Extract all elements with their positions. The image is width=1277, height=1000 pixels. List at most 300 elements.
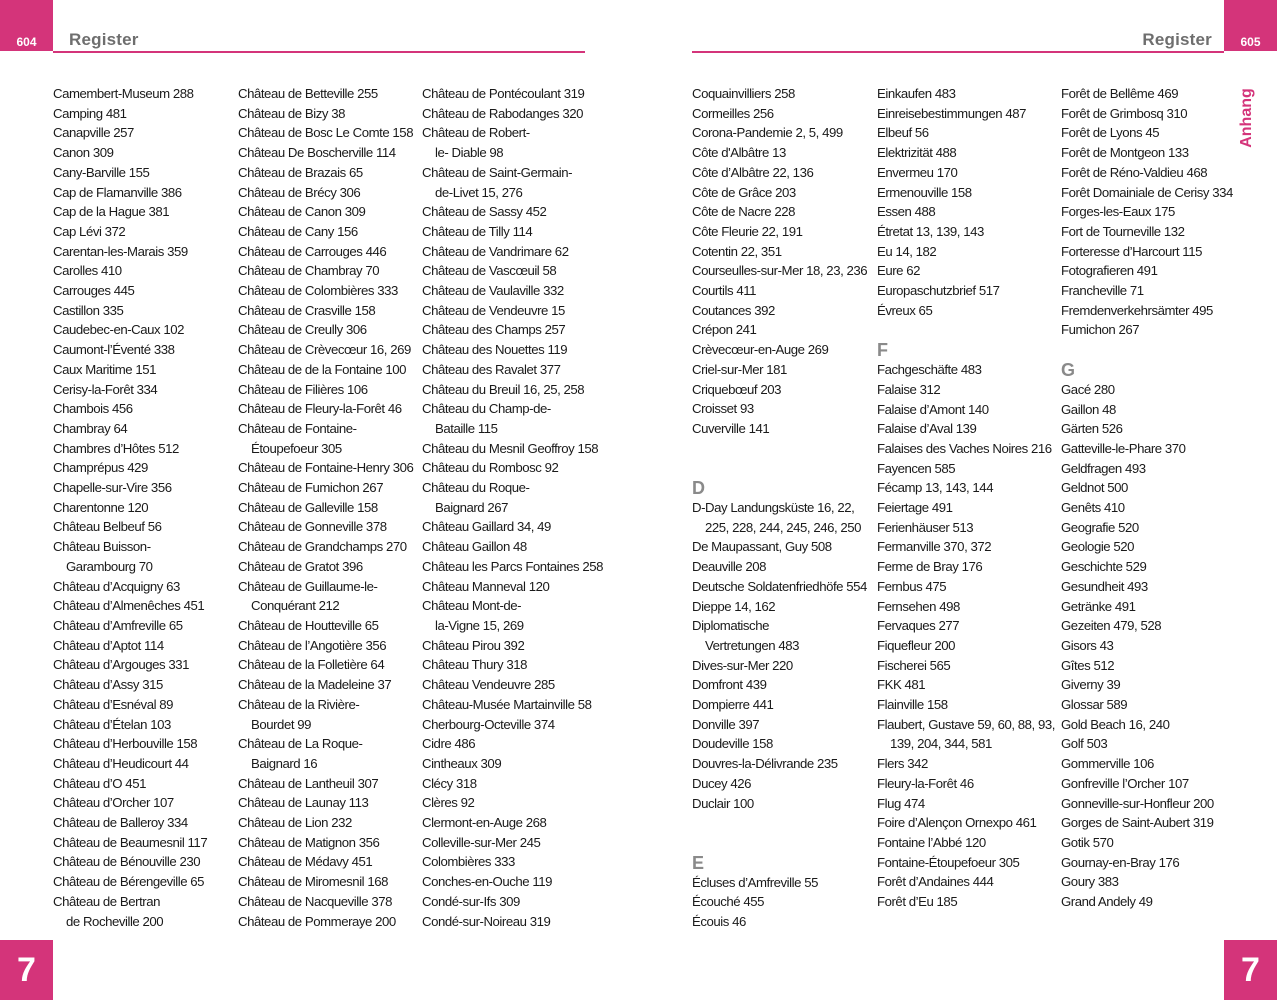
- index-entry-text: Forêt d’Andaines 444: [877, 874, 994, 890]
- index-entry: [877, 636, 1059, 656]
- index-entry: [422, 596, 604, 635]
- index-entry: [53, 242, 235, 262]
- index-entry-text: Château de Crèvecœur 16, 269: [238, 342, 411, 358]
- index-entry-text: Château de Fontaine-: [238, 420, 357, 436]
- index-entry-text: De Maupassant, Guy 508: [692, 539, 832, 555]
- index-entry-text: Château Thury 318: [422, 657, 528, 673]
- index-entry: [877, 281, 1059, 301]
- index-entry: [422, 695, 604, 715]
- index-entry: [877, 143, 1059, 163]
- index-entry-text: Flug 474: [877, 795, 925, 811]
- index-entry: [238, 695, 420, 734]
- index-entry-text: Château de Matignon 356: [238, 834, 380, 850]
- index-entry: [238, 537, 420, 557]
- index-entry: [53, 143, 235, 163]
- index-entry-text: Fervaques 277: [877, 618, 960, 634]
- index-entry: [692, 143, 874, 163]
- index-entry-text: Château de Miromesnil 168: [238, 874, 389, 890]
- index-entry-text: Château de de la Fontaine 100: [238, 361, 407, 377]
- index-entry: [1061, 695, 1243, 715]
- index-entry: [692, 616, 874, 655]
- index-entry-text: Clermont-en-Auge 268: [422, 815, 547, 831]
- index-entry: [422, 715, 604, 735]
- index-entry: [1061, 774, 1243, 794]
- index-entry: [877, 833, 1059, 853]
- index-entry-text: Château de Gratot 396: [238, 558, 363, 574]
- index-entry: [422, 399, 604, 438]
- index-entry: [877, 892, 1059, 912]
- index-entry-text: Dompierre 441: [692, 697, 774, 713]
- index-entry: [238, 636, 420, 656]
- index-entry-text: Château de Vandrimare 62: [422, 243, 569, 259]
- index-column-4: [692, 84, 874, 932]
- index-entry: [877, 163, 1059, 183]
- index-entry: [1061, 163, 1243, 183]
- index-entry: [692, 675, 874, 695]
- index-entry-text: Canapville 257: [53, 125, 134, 141]
- index-entry: [53, 320, 235, 340]
- index-entry: [53, 655, 235, 675]
- index-entry-text: Château du Rombosc 92: [422, 460, 559, 476]
- index-entry: [53, 380, 235, 400]
- index-entry: [1061, 143, 1243, 163]
- index-entry-text: Chambois 456: [53, 401, 133, 417]
- index-entry-text: Fernsehen 498: [877, 598, 960, 614]
- index-entry-text: Gaillon 48: [1061, 401, 1116, 417]
- index-entry-text: Château de Sassy 452: [422, 204, 547, 220]
- index-entry: [238, 852, 420, 872]
- index-entry: [877, 577, 1059, 597]
- index-entry: [422, 577, 604, 597]
- index-entry: [422, 439, 604, 459]
- index-entry: [1061, 478, 1243, 498]
- index-entry-text: Château de Canon 309: [238, 204, 366, 220]
- index-entry: [238, 163, 420, 183]
- index-entry-text: Château de Filières 106: [238, 381, 368, 397]
- index-entry: [877, 518, 1059, 538]
- index-entry: [422, 478, 604, 517]
- index-entry-text: Canon 309: [53, 145, 114, 161]
- index-entry-text: Caudebec-en-Caux 102: [53, 322, 185, 338]
- index-entry-text: Cidre 486: [422, 736, 476, 752]
- index-entry-text: Château d’Argouges 331: [53, 657, 190, 673]
- index-entry: [238, 399, 420, 419]
- index-entry: [53, 202, 235, 222]
- index-entry-text: Gommerville 106: [1061, 756, 1154, 772]
- index-entry-text: Gonneville-sur-Honfleur 200: [1061, 795, 1214, 811]
- index-entry-text: Geologie 520: [1061, 539, 1135, 555]
- index-entry-text: Château d’Heudicourt 44: [53, 755, 189, 771]
- index-entry: [422, 202, 604, 222]
- index-entry: [53, 183, 235, 203]
- index-entry: [877, 675, 1059, 695]
- index-entry: [238, 774, 420, 794]
- index-entry: [877, 794, 1059, 814]
- index-entry-text: Fischerei 565: [877, 657, 951, 673]
- index-entry-text: Écouché 455: [692, 894, 765, 910]
- index-entry-text: Forêt de Grimbosq 310: [1061, 105, 1188, 121]
- index-entry-text: Château de Galleville 158: [238, 499, 378, 515]
- index-entry-text: Colleville-sur-Mer 245: [422, 834, 541, 850]
- index-entry: [53, 340, 235, 360]
- index-entry: [422, 872, 604, 892]
- index-letter-heading: E: [692, 852, 704, 873]
- index-entry: [1061, 222, 1243, 242]
- index-entry: [422, 636, 604, 656]
- section-gap: [877, 320, 1059, 340]
- index-entry-text: Château d’Ételan 103: [53, 716, 171, 732]
- index-entry-text: Domfront 439: [692, 677, 767, 693]
- index-entry: [1061, 537, 1243, 557]
- index-entry-text: Fontaine-Étoupefoeur 305: [877, 854, 1020, 870]
- index-entry-text: Europaschutzbrief 517: [877, 283, 1000, 299]
- index-entry-text: Camping 481: [53, 105, 127, 121]
- index-entry: [422, 301, 604, 321]
- index-entry: [1061, 320, 1243, 340]
- index-entry-text: Château de Brécy 306: [238, 184, 361, 200]
- index-column-1: [53, 84, 235, 931]
- index-entry-text: Château d’Orcher 107: [53, 795, 174, 811]
- index-entry-text: Cerisy-la-Forêt 334: [53, 381, 158, 397]
- index-entry-text: Francheville 71: [1061, 283, 1144, 299]
- index-entry-text: Cap Lévi 372: [53, 223, 126, 239]
- index-entry-text: Château de Bosc Le Comte 158: [238, 125, 414, 141]
- index-entry: [53, 793, 235, 813]
- index-entry-text: Goury 383: [1061, 874, 1119, 890]
- index-entry-text: Cuverville 141: [692, 420, 770, 436]
- index-entry: [422, 912, 604, 932]
- index-entry: [422, 557, 604, 577]
- index-entry-text: Écouis 46: [692, 914, 746, 930]
- index-entry-text: Château d’Amfreville 65: [53, 617, 183, 633]
- index-entry: [238, 912, 420, 932]
- index-entry-continuation: 225, 228, 244, 245, 246, 250: [705, 519, 862, 535]
- index-entry: [53, 537, 235, 576]
- index-entry: [53, 734, 235, 754]
- index-entry-text: Château des Ravalet 377: [422, 361, 561, 377]
- index-entry: [238, 616, 420, 636]
- index-entry-text: Eu 14, 182: [877, 243, 937, 259]
- index-entry-text: Elbeuf 56: [877, 125, 929, 141]
- index-entry-text: Carrouges 445: [53, 283, 135, 299]
- index-entry-text: Dives-sur-Mer 220: [692, 657, 793, 673]
- index-entry: [877, 498, 1059, 518]
- index-entry-text: Eure 62: [877, 263, 921, 279]
- index-entry-text: Crèvecœur-en-Auge 269: [692, 342, 829, 358]
- index-entry: [692, 498, 874, 537]
- index-entry: [692, 123, 874, 143]
- index-entry-text: Château d’Aptot 114: [53, 637, 164, 653]
- index-entry-continuation: de-Livet 15, 276: [435, 184, 523, 200]
- index-entry: [692, 715, 874, 735]
- index-entry-text: Château d’Almenêches 451: [53, 598, 205, 614]
- index-entry-text: Criel-sur-Mer 181: [692, 361, 787, 377]
- index-entry: [53, 715, 235, 735]
- index-entry-text: Château de Carrouges 446: [238, 243, 387, 259]
- index-entry: [238, 261, 420, 281]
- index-entry-text: Château de La Roque-: [238, 736, 363, 752]
- index-entry-continuation: Conquérant 212: [251, 598, 340, 614]
- index-entry: [238, 458, 420, 478]
- index-entry-text: Falaise d’Amont 140: [877, 401, 989, 417]
- index-entry: [422, 123, 604, 162]
- index-entry-text: Château Mont-de-: [422, 598, 522, 614]
- index-entry-text: Falaise 312: [877, 381, 941, 397]
- index-entry-text: Courseulles-sur-Mer 18, 23, 236: [692, 263, 868, 279]
- index-entry: [1061, 636, 1243, 656]
- index-entry-text: Cherbourg-Octeville 374: [422, 716, 555, 732]
- index-entry-text: Dieppe 14, 162: [692, 598, 776, 614]
- index-entry: [877, 261, 1059, 281]
- index-entry: [238, 419, 420, 458]
- index-entry-text: Fumichon 267: [1061, 322, 1140, 338]
- index-entry: [238, 557, 420, 577]
- index-entry: [877, 301, 1059, 321]
- index-entry-continuation: Étoupefoeur 305: [251, 440, 342, 456]
- index-entry: [422, 892, 604, 912]
- index-entry-text: Getränke 491: [1061, 598, 1136, 614]
- index-entry-continuation: 139, 204, 344, 581: [890, 736, 992, 752]
- index-entry: [422, 813, 604, 833]
- index-entry: [238, 498, 420, 518]
- index-entry-text: Golf 503: [1061, 736, 1108, 752]
- index-entry: [877, 419, 1059, 439]
- index-entry-text: Diplomatische: [692, 618, 769, 634]
- index-entry-text: Cotentin 22, 351: [692, 243, 782, 259]
- index-entry: [692, 84, 874, 104]
- index-entry: [422, 320, 604, 340]
- index-entry-text: Caux Maritime 151: [53, 361, 157, 377]
- index-entry: [877, 222, 1059, 242]
- index-entry-text: Gärten 526: [1061, 421, 1123, 437]
- index-entry-text: Forêt de Réno-Valdieu 468: [1061, 164, 1208, 180]
- index-entry: [692, 320, 874, 340]
- index-entry: [1061, 577, 1243, 597]
- index-entry: [1061, 123, 1243, 143]
- index-entry-text: Forêt de Bellême 469: [1061, 86, 1179, 101]
- index-entry-text: Château de Betteville 255: [238, 86, 378, 101]
- index-entry-text: Gatteville-le-Phare 370: [1061, 440, 1186, 456]
- index-entry: [238, 517, 420, 537]
- index-entry-text: Crépon 241: [692, 322, 757, 338]
- index-entry: [422, 458, 604, 478]
- index-entry: [692, 754, 874, 774]
- index-entry: [53, 458, 235, 478]
- index-entry: [1061, 202, 1243, 222]
- section-gap: [692, 813, 874, 833]
- index-entry-text: Carolles 410: [53, 263, 122, 279]
- index-entry-text: Fremdenverkehrsämter 495: [1061, 302, 1213, 318]
- index-entry: [238, 872, 420, 892]
- index-entry-text: Château de Fleury-la-Forêt 46: [238, 401, 402, 417]
- right-running-title: Register: [1142, 30, 1212, 49]
- index-entry-text: Giverny 39: [1061, 677, 1121, 693]
- index-entry: [238, 84, 420, 104]
- index-entry-text: Gold Beach 16, 240: [1061, 716, 1170, 732]
- index-entry-text: Château-Musée Martainville 58: [422, 696, 592, 712]
- index-entry-text: Geografie 520: [1061, 519, 1139, 535]
- index-entry-text: Côte d’Albâtre 22, 136: [692, 164, 814, 180]
- index-entry: [1061, 616, 1243, 636]
- index-entry: [53, 892, 235, 931]
- index-entry-text: Fiquefleur 200: [877, 637, 956, 653]
- index-entry-text: Cap de la Hague 381: [53, 204, 170, 220]
- index-entry-text: Château d’O 451: [53, 775, 146, 791]
- index-entry: [1061, 439, 1243, 459]
- index-entry: [422, 774, 604, 794]
- index-entry: [877, 84, 1059, 104]
- index-entry-text: D-Day Landungsküste 16, 22,: [692, 500, 855, 516]
- index-entry: [877, 400, 1059, 420]
- index-entry: [692, 892, 874, 912]
- index-entry-text: Deutsche Soldatenfriedhöfe 554: [692, 578, 867, 594]
- index-entry: [422, 734, 604, 754]
- index-entry: [1061, 498, 1243, 518]
- index-entry-text: Château de Robert-: [422, 125, 530, 141]
- index-entry-text: Fotografieren 491: [1061, 263, 1158, 279]
- index-entry: [238, 360, 420, 380]
- index-entry-continuation: Vertretungen 483: [705, 637, 799, 653]
- index-entry-text: Château de Bénouville 230: [53, 854, 201, 870]
- index-entry-continuation: Bataille 115: [435, 420, 498, 436]
- index-entry: [53, 439, 235, 459]
- index-entry-text: Château Pirou 392: [422, 637, 525, 653]
- index-entry-text: Clécy 318: [422, 775, 477, 791]
- index-entry: [692, 774, 874, 794]
- index-entry: [1061, 242, 1243, 262]
- index-entry: [877, 813, 1059, 833]
- index-entry-text: Cany-Barville 155: [53, 164, 150, 180]
- index-entry-text: Fermanville 370, 372: [877, 539, 992, 555]
- index-entry-continuation: la-Vigne 15, 269: [435, 617, 524, 633]
- index-entry-text: Château de Balleroy 334: [53, 815, 188, 831]
- index-entry-text: Chambray 64: [53, 420, 128, 436]
- index-entry: [422, 655, 604, 675]
- index-entry-text: Condé-sur-Ifs 309: [422, 893, 520, 909]
- index-entry-text: Château du Champ-de-: [422, 401, 551, 417]
- index-entry-text: Donville 397: [692, 716, 760, 732]
- index-entry-text: Gorges de Saint-Aubert 319: [1061, 815, 1214, 831]
- index-entry: [877, 439, 1059, 459]
- index-entry: [877, 872, 1059, 892]
- index-letter-heading: D: [692, 478, 705, 499]
- index-entry-text: Fernbus 475: [877, 578, 947, 594]
- index-entry-text: Étretat 13, 139, 143: [877, 223, 984, 239]
- left-header-rule: [53, 51, 585, 53]
- index-entry: [422, 793, 604, 813]
- index-entry: [238, 833, 420, 853]
- index-entry: [1061, 734, 1243, 754]
- index-entry-text: Essen 488: [877, 204, 936, 220]
- index-entry-text: Château de Vendeuvre 15: [422, 302, 565, 318]
- index-entry: [877, 104, 1059, 124]
- left-page-number: 604: [0, 0, 53, 51]
- index-entry-text: Champrépus 429: [53, 460, 148, 476]
- index-entry-text: Chapelle-sur-Vire 356: [53, 480, 172, 496]
- index-entry: [238, 242, 420, 262]
- index-entry-continuation: Bourdet 99: [251, 716, 312, 732]
- index-entry: [53, 616, 235, 636]
- index-entry-text: Gîtes 512: [1061, 657, 1115, 673]
- index-entry: [53, 813, 235, 833]
- index-entry: [877, 715, 1059, 754]
- index-entry-text: Château de Houtteville 65: [238, 617, 379, 633]
- section-gap: [692, 833, 874, 853]
- index-entry-text: Forêt Domainiale de Cerisy 334: [1061, 184, 1233, 200]
- index-entry-text: Château de Crasville 158: [238, 302, 376, 318]
- index-entry-text: Fontaine l’Abbé 120: [877, 835, 986, 850]
- index-entry-text: Flainville 158: [877, 697, 948, 713]
- index-entry: [53, 695, 235, 715]
- index-entry-text: Cormeilles 256: [692, 105, 774, 121]
- index-entry-text: Château de Grandchamps 270: [238, 539, 407, 555]
- index-entry-text: Ferienhäuser 513: [877, 519, 974, 535]
- index-entry: [422, 754, 604, 774]
- index-column-6: [1061, 84, 1243, 912]
- index-entry-text: Genêts 410: [1061, 500, 1125, 516]
- index-entry: [877, 695, 1059, 715]
- index-entry: [692, 577, 874, 597]
- index-entry-text: Flers 342: [877, 756, 928, 772]
- index-entry-text: Château de Nacqueville 378: [238, 893, 392, 909]
- index-entry-text: Corona-Pandemie 2, 5, 499: [692, 125, 843, 141]
- index-entry-text: Château de Chambray 70: [238, 263, 380, 279]
- index-entry: [422, 281, 604, 301]
- index-entry-text: Geldfragen 493: [1061, 460, 1146, 476]
- index-entry: [238, 320, 420, 340]
- index-entry-text: Charentonne 120: [53, 499, 149, 515]
- index-entry-text: Château Belbeuf 56: [53, 519, 162, 535]
- index-entry-text: Château de Cany 156: [238, 223, 358, 239]
- index-entry-text: Einreisebestimmungen 487: [877, 105, 1027, 121]
- index-entry-text: Château de la Rivière-: [238, 696, 360, 712]
- index-entry-text: Château de Bizy 38: [238, 105, 346, 121]
- index-entry: [238, 123, 420, 143]
- index-entry-text: Cintheaux 309: [422, 755, 502, 771]
- index-entry: [53, 123, 235, 143]
- index-entry-text: Château de Colombières 333: [238, 283, 398, 299]
- index-entry-continuation: Baignard 16: [251, 755, 318, 771]
- left-running-title: Register: [69, 30, 139, 49]
- index-entry: [238, 380, 420, 400]
- index-entry-text: Forteresse d’Harcourt 115: [1061, 243, 1202, 259]
- index-entry: [238, 793, 420, 813]
- index-entry: [1061, 833, 1243, 853]
- index-entry-text: Château d’Esnéval 89: [53, 696, 174, 712]
- index-entry-text: Château d’Herbouville 158: [53, 736, 198, 752]
- index-entry: [422, 222, 604, 242]
- index-entry: [1061, 892, 1243, 912]
- index-entry-text: Camembert-Museum 288: [53, 86, 194, 101]
- index-entry: [692, 242, 874, 262]
- index-letter-heading: G: [1061, 359, 1075, 380]
- index-entry: [1061, 813, 1243, 833]
- index-entry-text: Château Gaillon 48: [422, 539, 527, 555]
- index-entry: [53, 754, 235, 774]
- index-entry: [238, 104, 420, 124]
- index-entry: [422, 242, 604, 262]
- index-entry: [238, 813, 420, 833]
- index-entry-text: Château Manneval 120: [422, 578, 550, 594]
- index-entry: [877, 459, 1059, 479]
- index-entry: [877, 380, 1059, 400]
- index-entry: [692, 656, 874, 676]
- index-entry-text: Foire d’Alençon Ornexpo 461: [877, 815, 1037, 831]
- index-entry-text: Ducey 426: [692, 775, 751, 791]
- index-column-5: [877, 84, 1059, 912]
- right-chapter-tab: 7: [1224, 940, 1277, 1000]
- index-entry: [692, 399, 874, 419]
